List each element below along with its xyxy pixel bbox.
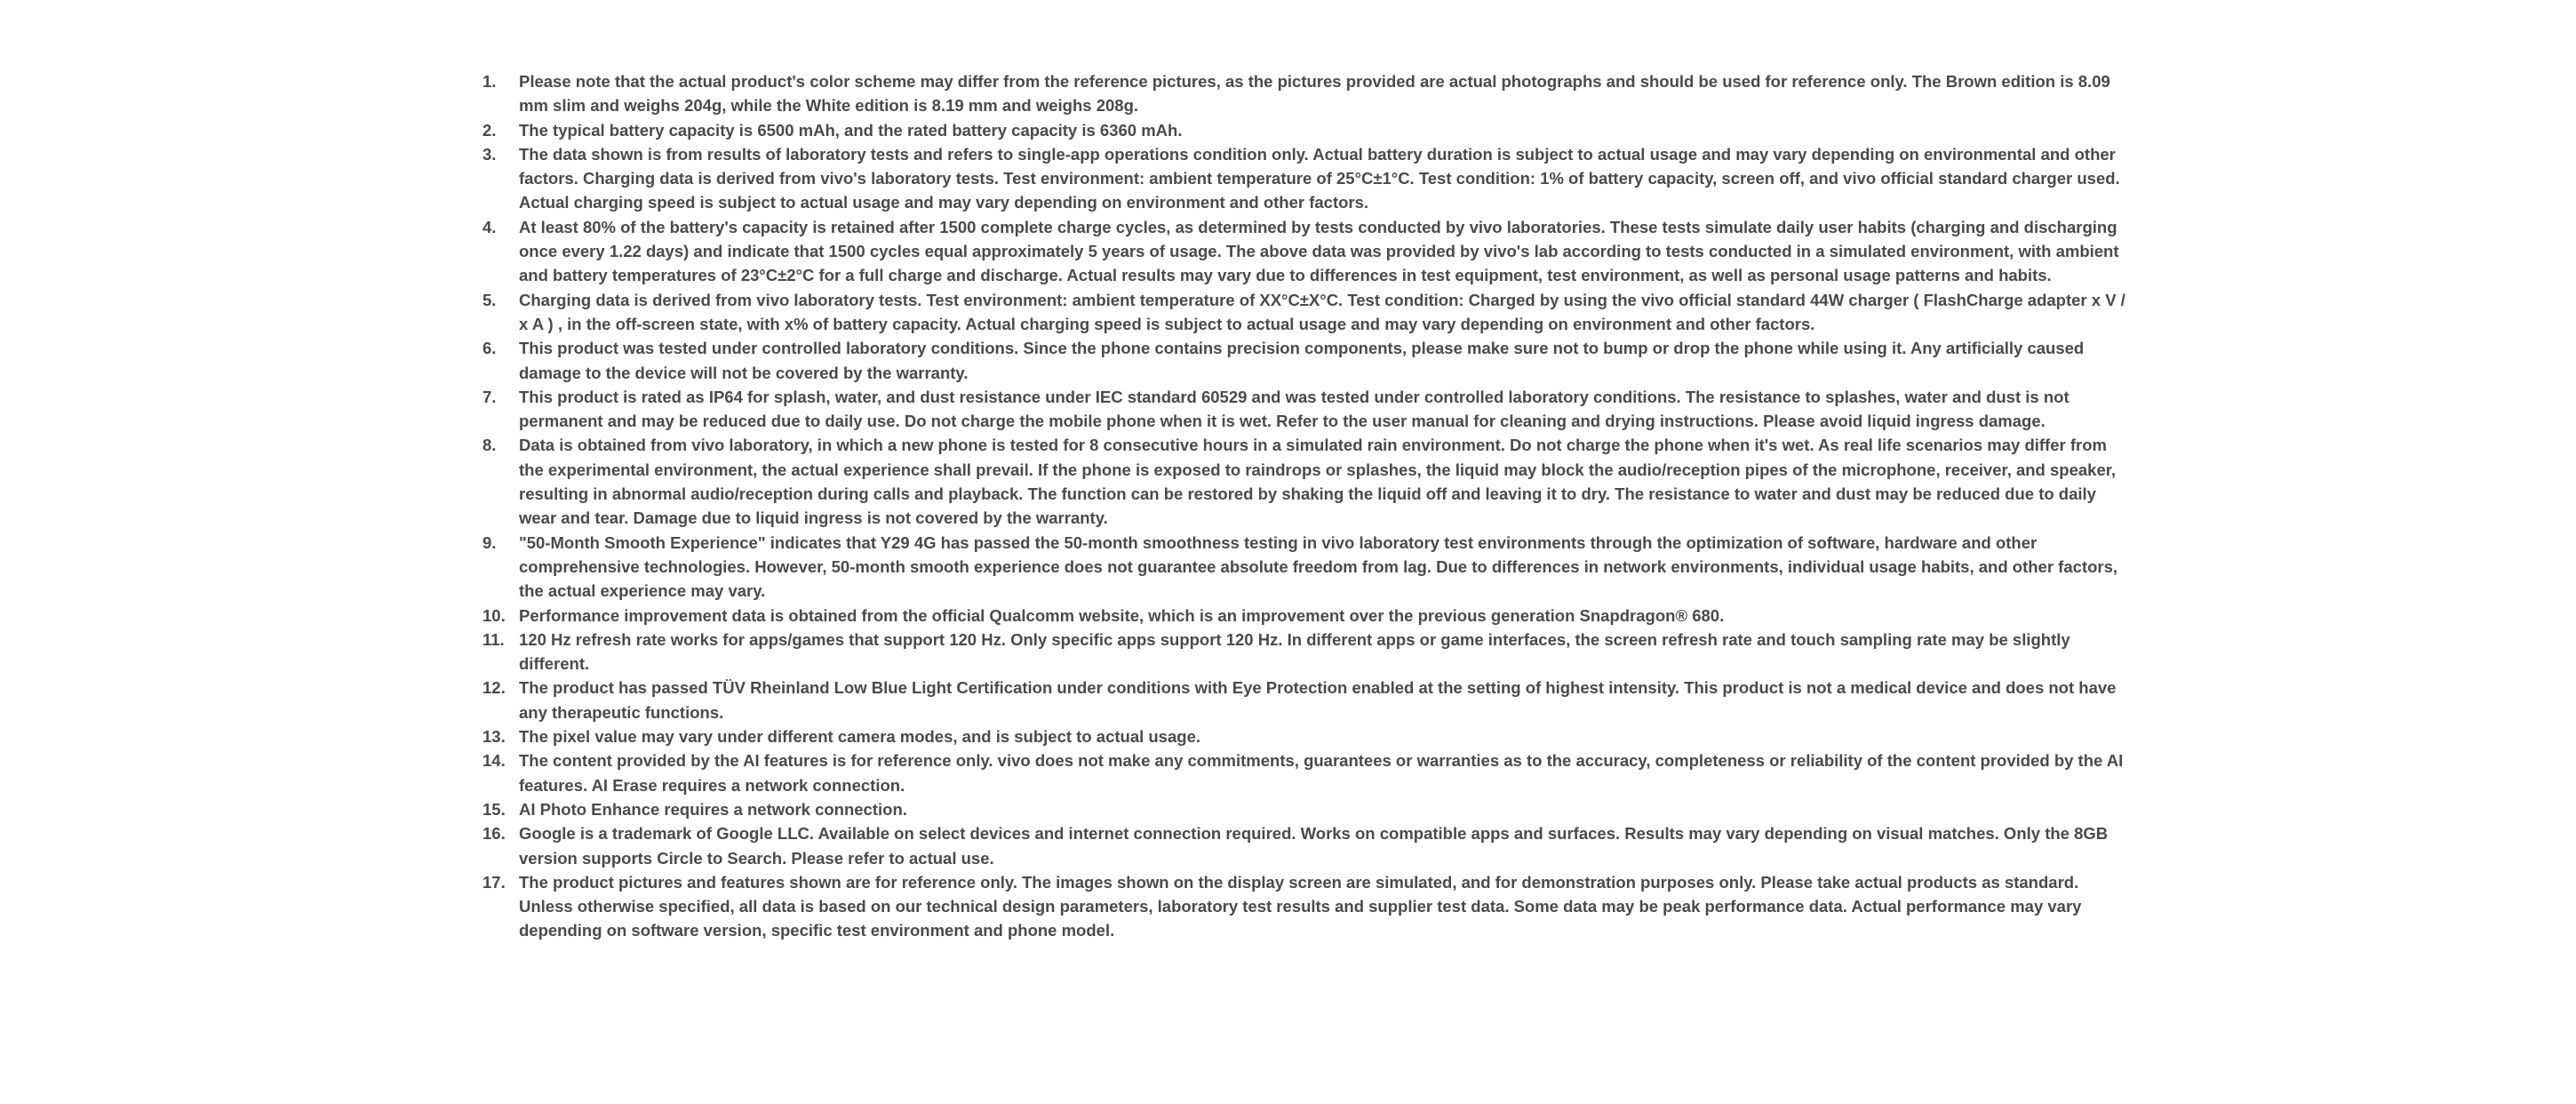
note-text: The content provided by the AI features is for reference only. vivo does not make any commitments, guarantees or warranties as to the accuracy, completeness or reliability of the content provided by the AI features. AI Erase requires a network connection.	[519, 751, 2124, 795]
note-number: 10.	[483, 605, 506, 625]
note-number: 2.	[483, 120, 497, 140]
note-number: 5.	[483, 290, 497, 309]
note-item	[480, 797, 2133, 821]
note-text: The pixel value may vary under different camera modes, and is subject to actual usage.	[519, 727, 1200, 747]
note-item	[480, 142, 2133, 215]
note-item	[480, 531, 2133, 604]
note-item	[480, 336, 2133, 385]
note-number: 1.	[483, 72, 497, 91]
notes-list	[480, 69, 2133, 943]
note-item	[480, 215, 2133, 288]
note-text: Google is a trademark of Google LLC. Available on select devices and internet connection required. Works on compatible apps and surfaces. Results may vary depending on visual matches. Only the 8GB version supports Circle to Search. Please refer to actual use.	[519, 824, 2109, 868]
note-text: This product is rated as IP64 for splash, water, and dust resistance under IEC standard 60529 and was tested under controlled laboratory conditions. The resistance to splashes, water and dust is not permanent and may be reduced due to daily use. Do not charge the mobile phone when it is wet. Refer to the user manual for cleaning and drying instructions. Please avoid liquid ingress damage.	[519, 387, 2070, 431]
note-number: 11.	[483, 629, 505, 649]
note-number: 9.	[483, 532, 497, 552]
note-text: The typical battery capacity is 6500 mAh, and the rated battery capacity is 6360 mAh.	[519, 120, 1183, 140]
note-item	[480, 676, 2133, 724]
note-item	[480, 604, 2133, 628]
note-number: 13.	[483, 727, 506, 747]
note-text: Please note that the actual product's color scheme may differ from the reference pictures, as the pictures provided are actual photographs and should be used for reference only. The Brown edition is 8.09 mm slim and weighs 204g, while the White edition is 8.19 mm and weighs 208g.	[519, 72, 2110, 116]
note-text: Data is obtained from vivo laboratory, in which a new phone is tested for 8 consecutive hours in a simulated rain environment. Do not charge the phone when it's wet. As real life scenarios may differ from the experimental environment, the actual experience shall prevail. If the phone is exposed to raindrops or splashes, the liquid may block the audio/reception pipes of the microphone, receiver, and speaker, resulting in abnormal audio/reception during calls and playback. The function can be restored by shaking the liquid off and leaving it to dry. The resistance to water and dust may be reduced due to daily wear and tear. Damage due to liquid ingress is not covered by the warranty.	[519, 436, 2117, 528]
note-item	[480, 118, 2133, 142]
note-item	[480, 870, 2133, 943]
note-text: Performance improvement data is obtained from the official Qualcomm website, which is an improvement over the previous generation Snapdragon® 680.	[519, 605, 1725, 625]
note-text: At least 80% of the battery's capacity is retained after 1500 complete charge cycles, as determined by tests conducted by vivo laboratories. These tests simulate daily user habits (charging and discharging once every 1.22 days) and indicate that 1500 cycles equal approximately 5 years of usage. The above data was provided by vivo's lab according to tests conducted in a simulated environment, with ambient and battery temperatures of 23°C±2°C for a full charge and discharge. Actual results may vary due to differences in test equipment, test environment, as well as personal usage patterns and habits.	[519, 217, 2119, 285]
note-text: "50-Month Smooth Experience" indicates that Y29 4G has passed the 50-month smoothness testing in vivo laboratory test environments through the optimization of software, hardware and other comprehensive technologies. However, 50-month smooth experience does not guarantee absolute freedom from lag. Due to differences in network environments, individual usage habits, and other factors, the actual experience may vary.	[519, 532, 2117, 601]
note-number: 6.	[483, 339, 497, 358]
note-text: Charging data is derived from vivo laboratory tests. Test environment: ambient temperature of XX°C±X°C. Test condition: Charged by using the vivo official standard 44W charger ( FlashCharge adapter x V / x A ) , in the off-screen state, with x% of battery capacity. Actual charging speed is subject to actual usage and may vary depending on environment and other factors.	[519, 290, 2125, 333]
note-number: 3.	[483, 144, 497, 164]
note-text: The product pictures and features shown are for reference only. The images shown on the display screen are simulated, and for demonstration purposes only. Please take actual products as standard. Unless otherwise specified, all data is based on our technical design parameters, laboratory test results and supplier test data. Some data may be peak performance data. Actual performance may vary depending on software version, specific test environment and phone model.	[519, 872, 2082, 940]
note-text: The product has passed TÜV Rheinland Low Blue Light Certification under conditions with Eye Protection enabled at the setting of highest intensity. This product is not a medical device and does not have any therapeutic functions.	[519, 678, 2117, 722]
note-number: 12.	[483, 678, 506, 698]
note-item	[480, 433, 2133, 530]
note-item	[480, 821, 2133, 870]
note-item	[480, 628, 2133, 676]
note-text: 120 Hz refresh rate works for apps/games that support 120 Hz. Only specific apps support 120 Hz. In different apps or game interfaces, the screen refresh rate and touch sampling rate may be slightly different.	[519, 629, 2070, 674]
note-number: 7.	[483, 387, 497, 406]
note-number: 14.	[483, 751, 506, 771]
note-number: 17.	[483, 872, 506, 892]
note-item	[480, 69, 2133, 118]
note-text: This product was tested under controlled laboratory conditions. Since the phone contains precision components, please make sure not to bump or drop the phone while using it. Any artificially caused damage to the device will not be covered by the warranty.	[519, 339, 2085, 382]
note-number: 4.	[483, 217, 497, 236]
note-item	[480, 385, 2133, 434]
note-text: The data shown is from results of laboratory tests and refers to single-app operations condition only. Actual battery duration is subject to actual usage and may vary depending on environmental and other factors. Charging data is derived from vivo's laboratory tests. Test environment: ambient temperature of 25°C±1°C. Test condition: 1% of battery capacity, screen off, and vivo official standard charger used. Actual charging speed is subject to actual usage and may vary depending on environment and other factors.	[519, 144, 2120, 212]
note-item	[480, 748, 2133, 797]
disclaimer-notes	[480, 69, 2133, 943]
note-item	[480, 724, 2133, 748]
note-number: 8.	[483, 436, 497, 455]
note-number: 15.	[483, 799, 506, 819]
note-number: 16.	[483, 824, 506, 844]
note-item	[480, 288, 2133, 337]
note-text: AI Photo Enhance requires a network connection.	[519, 799, 907, 819]
